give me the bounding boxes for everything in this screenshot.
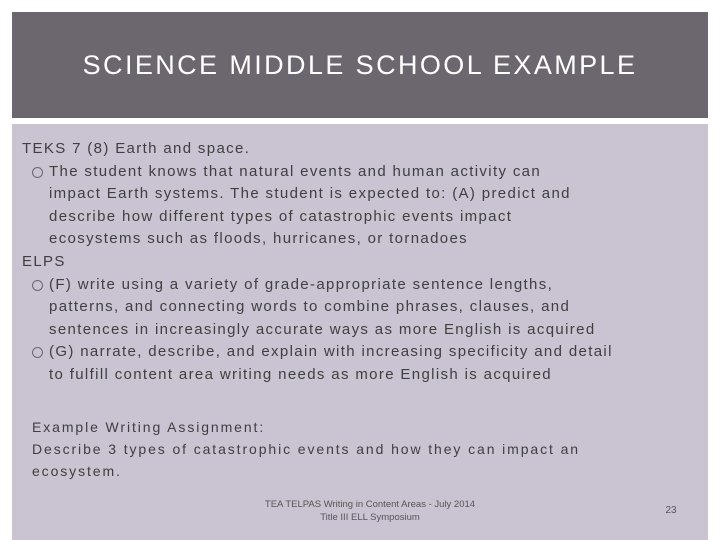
circle-bullet-icon: [32, 280, 43, 291]
elps-bullet-f: [22, 274, 692, 342]
elps-bullet-g: [22, 341, 692, 386]
elps-bullet-f-line: sentences in increasingly accurate ways as more English is acquired: [49, 320, 596, 338]
slide-title: SCIENCE MIDDLE SCHOOL EXAMPLE: [82, 49, 638, 80]
footer-line: TEA TELPAS Writing in Content Areas - July 2014: [264, 499, 476, 510]
assignment-line: ecosystem.: [32, 463, 122, 479]
circle-bullet-icon: [32, 167, 43, 178]
elps-bullet-g-line: (G) narrate, describe, and explain with increasing specificity and detail: [49, 343, 613, 361]
teks-bullet-line: impact Earth systems. The student is expected to: (A) predict and: [49, 185, 571, 203]
teks-bullet-text: [49, 161, 692, 251]
elps-bullet-g-text: [49, 341, 692, 386]
writing-assignment: [32, 416, 672, 482]
page-number: 23: [665, 505, 677, 516]
circle-bullet-icon: [32, 347, 43, 358]
elps-heading: ELPS: [22, 252, 66, 270]
elps-bullet-f-line: patterns, and connecting words to combine phrases, clauses, and: [49, 298, 571, 316]
slide-body: [22, 138, 692, 387]
elps-bullet-f-line: (F) write using a variety of grade-appropriate sentence lengths,: [49, 275, 554, 293]
teks-bullet-line: ecosystems such as floods, hurricanes, or tornadoes: [49, 230, 469, 248]
teks-bullet-line: describe how different types of catastrophic events impact: [49, 207, 513, 225]
assignment-heading: Example Writing Assignment:: [32, 419, 266, 435]
footer-line: Title III ELL Symposium: [320, 512, 420, 523]
title-bar: [12, 12, 708, 118]
teks-heading: TEKS 7 (8) Earth and space.: [22, 140, 251, 157]
elps-bullet-f-text: [49, 274, 692, 342]
teks-bullet-line: The student knows that natural events and human activity can: [49, 162, 542, 180]
elps-bullet-g-line: to fulfill content area writing needs as more English is acquired: [49, 365, 552, 383]
assignment-line: Describe 3 types of catastrophic events and how they can impact an: [32, 441, 580, 457]
teks-bullet: [22, 161, 692, 251]
slide-footer: [250, 498, 490, 524]
